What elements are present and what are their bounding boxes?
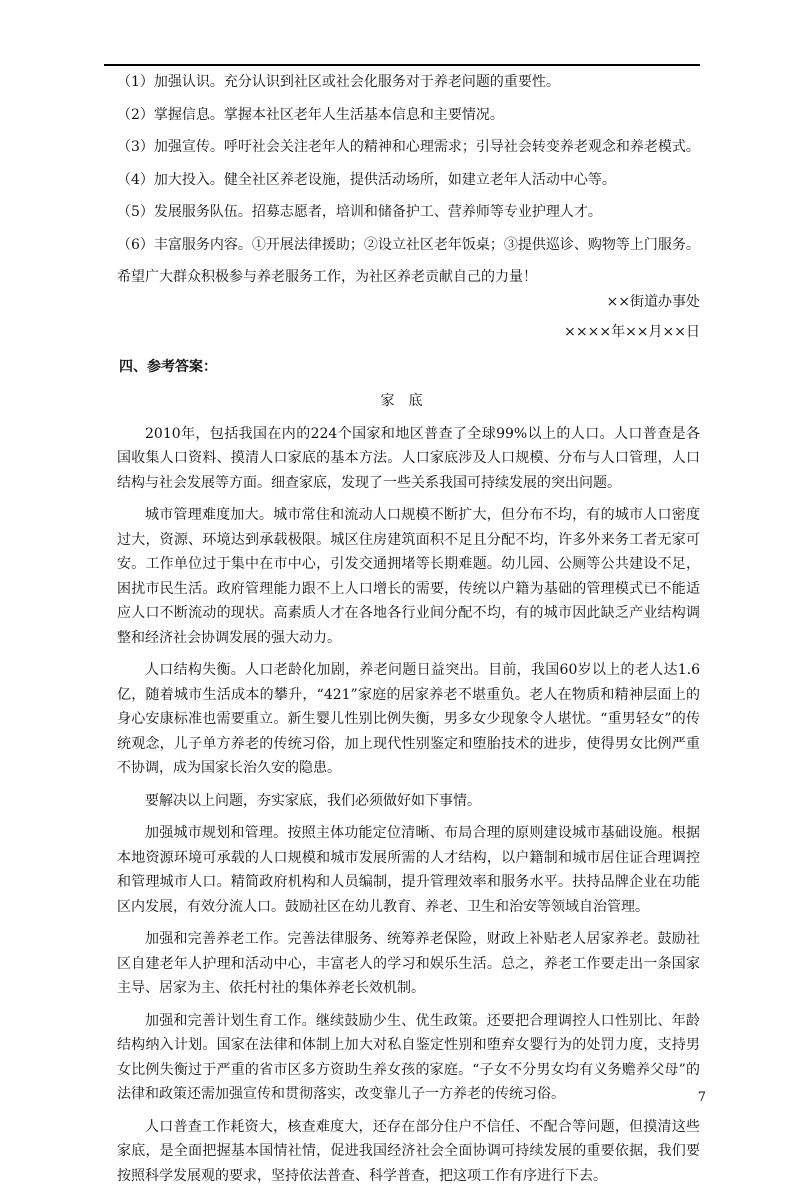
- list-item: （2）掌握信息。掌握本社区老年人生活基本信息和主要情况。: [117, 106, 504, 123]
- list-item: （6）丰富服务内容。①开展法律援助；②设立社区老年饭桌；③提供巡诊、购物等上门服务。: [117, 236, 700, 253]
- signature-date: ××××年××月××日: [564, 324, 700, 340]
- article-title: 家底: [380, 393, 437, 409]
- paragraph: 要解决以上问题，夯实家底，我们必须做好如下事情。: [145, 792, 481, 809]
- list-item: （1）加强认识。充分认识到社区或社会化服务对于养老问题的重要性。: [117, 74, 560, 90]
- paragraph: 城市管理难度加大。城市常住和流动人口规模不断扩大，但分布不均，有的城市人口密度过大，资源、环境达到承载极限。城区住房建筑面积不足且分配不均，许多外来务工者无家可安。工作单位过于集中在市中心，引发交通拥堵等长期难题。幼儿园、公厕等公共建设不足，困扰市民生活。政府管理能力跟不上人口增长的需要，传统以户籍为基础的管理模式已不能适应人口不断流动的现状。高素质人才在各地各行业间分配不均，有的城市因此缺乏产业结构调整和经济社会协调发展的强大动力。: [117, 507, 700, 646]
- closing-line: 希望广大群众积极参与养老服务工作，为社区养老贡献自己的力量！: [117, 269, 537, 285]
- signature-organization: ××街道办事处: [606, 293, 700, 310]
- list-item: （3）加强宣传。呼吁社会关注老年人的精神和心理需求；引导社会转变养老观念和养老模式。: [117, 139, 700, 155]
- document-body: [117, 70, 700, 1196]
- section-heading: 四、参考答案：: [119, 358, 217, 375]
- paragraph: 加强城市规划和管理。按照主体功能定位清晰、布局合理的原则建设城市基础设施。根据本地资源环境可承载的人口规模和城市发展所需的人才结构，以户籍制和城市居住证合理调控和管理城市人口。精简政府机构和人员编制，提升管理效率和服务水平。扶持品牌企业在功能区内发展，有效分流人口。鼓励社区在幼儿教育、养老、卫生和治安等领域自治管理。: [117, 825, 700, 915]
- paragraph: 2010年，包括我国在内的224个国家和地区普查了全球99%以上的人口。人口普查是各国收集人口资料、摸清人口家底的基本方法。人口家底涉及人口规模、分布与人口管理，人口结构与社会发展等方面。细查家底，发现了一些关系我国可持续发展的突出问题。: [117, 425, 700, 491]
- page-number: 7: [697, 1090, 706, 1105]
- paragraph: 人口结构失衡。人口老龄化加剧，养老问题日益突出。目前，我国60岁以上的老人达1.6亿，随着城市生活成本的攀升，“421”家庭的居家养老不堪重负。老人在物质和精神层面上的身心安康标准也需要重立。新生婴儿性别比例失衡，男多女少现象令人堪忧。“重男轻女”的传统观念，儿子单方养老的传统习俗，加上现代性别鉴定和堕胎技术的进步，使得男女比例严重不协调，成为国家长治久安的隐患。: [117, 662, 700, 776]
- measures-list: [117, 70, 700, 257]
- list-item: （5）发展服务队伍。招募志愿者，培训和储备护工、营养师等专业护理人才。: [117, 204, 602, 220]
- paragraph: 加强和完善养老工作。完善法律服务、统筹养老保险，财政上补贴老人居家养老。鼓励社区自建老年人护理和活动中心，丰富老人的学习和娱乐生活。总之，养老工作要走出一条国家主导、居家为主、依托村社的集体养老长效机制。: [117, 931, 700, 996]
- paragraph: 人口普查工作耗资大，核查难度大，还存在部分住户不信任、不配合等问题，但摸清这些家底，是全面把握基本国情社情，促进我国经济社会全面协调可持续发展的重要依据，我们要按照科学发展观的要求，坚持依法普查、科学普查，把这项工作有序进行下去。: [117, 1118, 700, 1184]
- header-rule: [104, 64, 700, 66]
- paragraph: 加强和完善计划生育工作。继续鼓励少生、优生政策。还要把合理调控人口性别比、年龄结构纳入计划。国家在法律和体制上加大对私自鉴定性别和堕弃女婴行为的处罚力度，支持男女比例失衡过于严重的省市区多方资助生养女孩的家庭。“子女不分男女均有义务赡养父母”的法律和政策还需加强宣传和贯彻落实，改变靠儿子一方养老的传统习俗。: [117, 1012, 700, 1102]
- list-item: （4）加大投入。健全社区养老设施，提供活动场所，如建立老年人活动中心等。: [117, 171, 616, 188]
